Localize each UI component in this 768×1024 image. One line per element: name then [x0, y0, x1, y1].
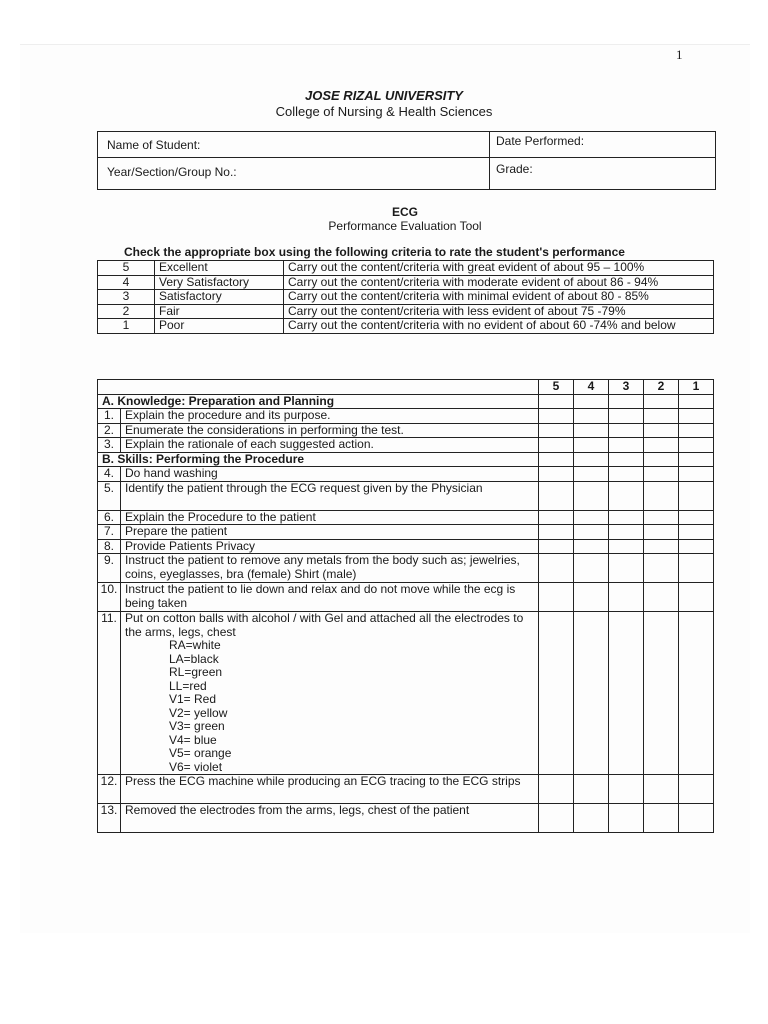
score-box-1[interactable] [679, 583, 714, 612]
criteria-row [98, 304, 714, 319]
score-box-1[interactable] [679, 554, 714, 583]
header-blank-cell [98, 380, 539, 395]
score-box-3[interactable] [609, 438, 644, 453]
instruction-text: Check the appropriate box using the following criteria to rate the student's performance [124, 245, 625, 259]
score-box-5[interactable] [539, 804, 574, 833]
score-box-4[interactable] [574, 583, 609, 612]
score-box-4[interactable] [574, 438, 609, 453]
item-text: Put on cotton balls with alcohol / with Gel and attached all the electrodes to the arms, legs, chest [125, 611, 524, 639]
score-box-3[interactable] [609, 423, 644, 438]
table-row [98, 438, 714, 453]
name-of-student-label: Name of Student: [107, 138, 201, 152]
score-box-3[interactable] [609, 481, 644, 510]
score-header-5: 5 [539, 380, 574, 395]
score-box-1[interactable] [679, 394, 714, 409]
criteria-description: Carry out the content/criteria with great evident of about 95 – 100% [284, 261, 714, 276]
grade-label: Grade: [496, 162, 533, 176]
score-box-5[interactable] [539, 438, 574, 453]
item-number: 13. [98, 804, 121, 833]
item-number: 9. [98, 554, 121, 583]
section-row [98, 452, 714, 467]
section-b-heading: B. Skills: Performing the Procedure [98, 452, 539, 467]
score-box-1[interactable] [679, 510, 714, 525]
score-box-3[interactable] [609, 525, 644, 540]
score-box-2[interactable] [644, 525, 679, 540]
score-box-5[interactable] [539, 510, 574, 525]
item-text: Identify the patient through the ECG request given by the Physician [121, 481, 539, 510]
score-box-2[interactable] [644, 554, 679, 583]
electrode-v3: V3= green [169, 719, 225, 733]
score-box-4[interactable] [574, 539, 609, 554]
score-box-4[interactable] [574, 423, 609, 438]
table-row [98, 510, 714, 525]
item-number: 8. [98, 539, 121, 554]
score-box-4[interactable] [574, 481, 609, 510]
score-box-4[interactable] [574, 525, 609, 540]
item-number: 10. [98, 583, 121, 612]
score-box-5[interactable] [539, 423, 574, 438]
item-text: Do hand washing [121, 467, 539, 482]
score-box-4[interactable] [574, 510, 609, 525]
year-section-label: Year/Section/Group No.: [107, 165, 237, 179]
score-box-3[interactable] [609, 775, 644, 804]
score-box-1[interactable] [679, 467, 714, 482]
score-box-4[interactable] [574, 554, 609, 583]
evaluation-rubric-table [97, 379, 714, 833]
item-number: 2. [98, 423, 121, 438]
score-box-4[interactable] [574, 409, 609, 424]
electrode-rl: RL=green [169, 665, 223, 679]
score-box-2[interactable] [644, 583, 679, 612]
page-number: 1 [676, 47, 683, 62]
score-box-2[interactable] [644, 467, 679, 482]
electrode-ra: RA=white [169, 638, 221, 652]
item-text: Removed the electrodes from the arms, legs, chest of the patient [121, 804, 539, 833]
document-title: ECG [391, 205, 418, 219]
section-row [98, 394, 714, 409]
score-box-2[interactable] [644, 510, 679, 525]
table-row [98, 612, 714, 775]
criteria-row [98, 290, 714, 305]
score-box-1[interactable] [679, 612, 714, 775]
criteria-description: Carry out the content/criteria with no evident of about 60 -74% and below [284, 319, 714, 334]
electrode-v5: V5= orange [169, 746, 232, 760]
score-box-4[interactable] [574, 804, 609, 833]
criteria-score: 5 [98, 261, 155, 276]
score-box-3[interactable] [609, 539, 644, 554]
item-number: 3. [98, 438, 121, 453]
table-row [98, 804, 714, 833]
score-box-2[interactable] [644, 452, 679, 467]
criteria-score: 4 [98, 275, 155, 290]
electrode-v1: V1= Red [169, 692, 217, 706]
item-text: Explain the procedure and its purpose. [121, 409, 539, 424]
item-number: 4. [98, 467, 121, 482]
criteria-description: Carry out the content/criteria with less evident of about 75 -79% [284, 304, 714, 319]
item-text: Provide Patients Privacy [121, 539, 539, 554]
score-header-2: 2 [644, 380, 679, 395]
score-box-3[interactable] [609, 510, 644, 525]
item-text: Instruct the patient to lie down and relax and do not move while the ecg is being taken [121, 583, 539, 612]
score-header-3: 3 [609, 380, 644, 395]
student-info-box [97, 131, 716, 190]
criteria-table [97, 260, 714, 334]
table-row [98, 423, 714, 438]
criteria-label: Poor [155, 319, 284, 334]
item-text: Explain the rationale of each suggested action. [121, 438, 539, 453]
table-row [98, 409, 714, 424]
score-box-4[interactable] [574, 467, 609, 482]
score-box-2[interactable] [644, 775, 679, 804]
score-box-3[interactable] [609, 467, 644, 482]
divider [489, 132, 490, 189]
score-box-3[interactable] [609, 612, 644, 775]
score-box-3[interactable] [609, 394, 644, 409]
item-number: 12. [98, 775, 121, 804]
university-name: JOSE RIZAL UNIVERSITY [305, 88, 463, 103]
score-box-2[interactable] [644, 409, 679, 424]
college-name: College of Nursing & Health Sciences [275, 104, 493, 119]
electrode-v6: V6= violet [169, 759, 223, 774]
table-row [98, 539, 714, 554]
item-text: Instruct the patient to remove any metals from the body such as; jewelries, coins, eyeglasses, bra (female) Shirt (male) [121, 554, 539, 583]
item-text: Enumerate the considerations in performing the test. [121, 423, 539, 438]
score-box-5[interactable] [539, 583, 574, 612]
score-box-3[interactable] [609, 554, 644, 583]
item-number: 1. [98, 409, 121, 424]
score-box-5[interactable] [539, 525, 574, 540]
date-performed-label: Date Performed: [496, 134, 585, 148]
score-box-5[interactable] [539, 554, 574, 583]
score-box-2[interactable] [644, 423, 679, 438]
score-box-4[interactable] [574, 394, 609, 409]
score-box-4[interactable] [574, 775, 609, 804]
table-row [98, 525, 714, 540]
criteria-score: 1 [98, 319, 155, 334]
score-box-1[interactable] [679, 481, 714, 510]
criteria-label: Very Satisfactory [155, 275, 284, 290]
score-box-3[interactable] [609, 804, 644, 833]
score-box-3[interactable] [609, 409, 644, 424]
score-box-5[interactable] [539, 467, 574, 482]
item-text: Prepare the patient [121, 525, 539, 540]
item-number: 7. [98, 525, 121, 540]
electrode-v2: V2= yellow [169, 705, 228, 720]
electrode-color-list [125, 639, 534, 774]
criteria-score: 3 [98, 290, 155, 305]
score-box-3[interactable] [609, 583, 644, 612]
score-box-1[interactable] [679, 525, 714, 540]
item-number: 5. [98, 481, 121, 510]
table-row [98, 775, 714, 804]
table-row [98, 467, 714, 482]
score-box-1[interactable] [679, 539, 714, 554]
score-box-5[interactable] [539, 612, 574, 775]
score-box-2[interactable] [644, 804, 679, 833]
document-subtitle: Performance Evaluation Tool [328, 219, 482, 233]
criteria-score: 2 [98, 304, 155, 319]
item-text: Press the ECG machine while producing an ECG tracing to the ECG strips [121, 775, 539, 804]
criteria-row [98, 261, 714, 276]
criteria-description: Carry out the content/criteria with moderate evident of about 86 - 94% [284, 275, 714, 290]
table-row [98, 481, 714, 510]
electrode-la: LA=black [169, 651, 219, 666]
score-box-1[interactable] [679, 804, 714, 833]
criteria-label: Satisfactory [155, 290, 284, 305]
score-box-5[interactable] [539, 452, 574, 467]
score-box-3[interactable] [609, 452, 644, 467]
score-box-2[interactable] [644, 481, 679, 510]
item-text: Explain the Procedure to the patient [121, 510, 539, 525]
electrode-item-cell [121, 612, 539, 775]
score-header-1: 1 [679, 380, 714, 395]
criteria-row [98, 319, 714, 334]
score-box-4[interactable] [574, 452, 609, 467]
electrode-v4: V4= blue [169, 732, 217, 747]
score-box-5[interactable] [539, 481, 574, 510]
score-box-5[interactable] [539, 775, 574, 804]
score-box-2[interactable] [644, 539, 679, 554]
divider [98, 157, 715, 158]
criteria-label: Fair [155, 304, 284, 319]
score-box-1[interactable] [679, 452, 714, 467]
criteria-label: Excellent [155, 261, 284, 276]
item-number: 6. [98, 510, 121, 525]
section-a-heading: A. Knowledge: Preparation and Planning [98, 394, 539, 409]
score-box-5[interactable] [539, 539, 574, 554]
score-box-1[interactable] [679, 409, 714, 424]
score-box-5[interactable] [539, 394, 574, 409]
score-box-2[interactable] [644, 394, 679, 409]
score-header-4: 4 [574, 380, 609, 395]
criteria-row [98, 275, 714, 290]
table-row [98, 583, 714, 612]
score-box-2[interactable] [644, 438, 679, 453]
criteria-description: Carry out the content/criteria with minimal evident of about 80 - 85% [284, 290, 714, 305]
table-row [98, 554, 714, 583]
rubric-header-row [98, 380, 714, 395]
score-box-1[interactable] [679, 423, 714, 438]
score-box-1[interactable] [679, 775, 714, 804]
score-box-5[interactable] [539, 409, 574, 424]
score-box-1[interactable] [679, 438, 714, 453]
score-box-2[interactable] [644, 612, 679, 775]
electrode-ll: LL=red [169, 678, 207, 693]
item-number: 11. [98, 612, 121, 775]
score-box-4[interactable] [574, 612, 609, 775]
